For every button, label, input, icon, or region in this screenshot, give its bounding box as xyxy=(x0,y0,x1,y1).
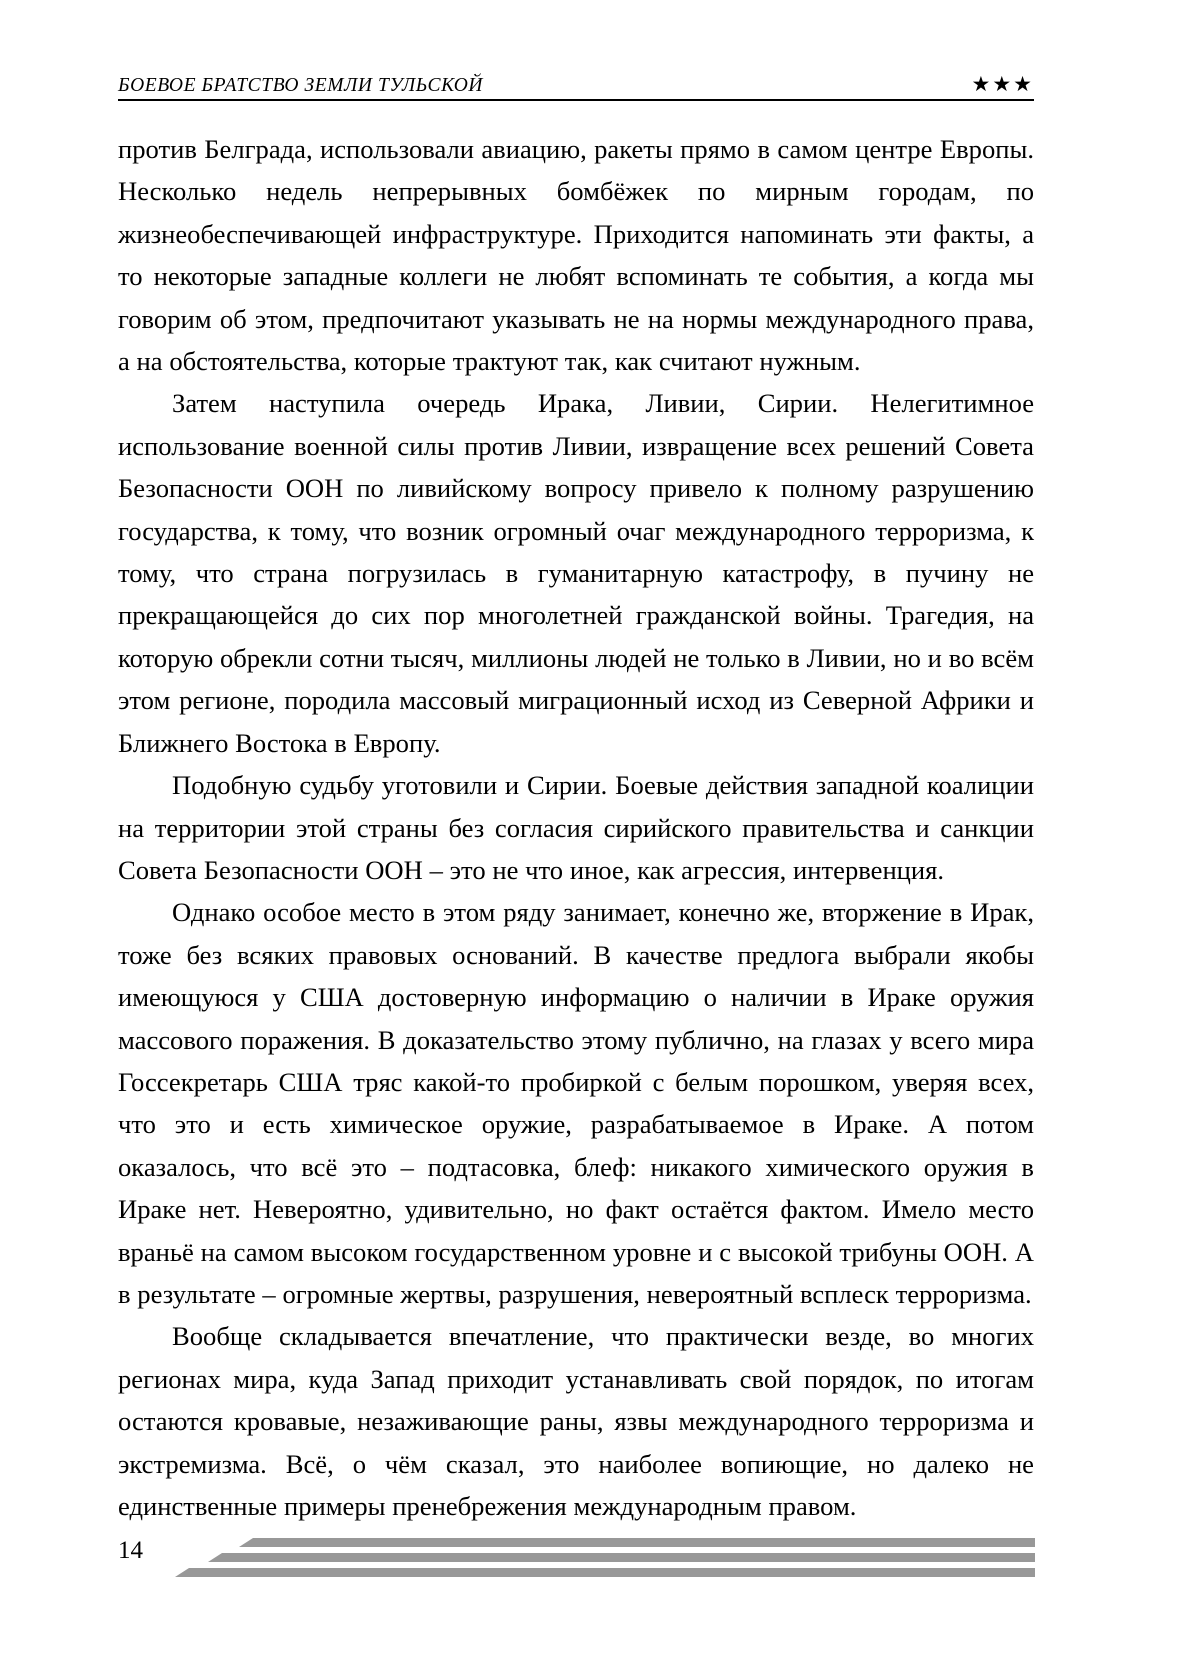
paragraph: Вообще складывается впечатление, что практически везде, во многих регионах мира, куда Запад приходит устанавливать свой порядок, по итогам остаются кровавые, незаживающие раны, язвы международного терроризма и экстремизма. Всё, о чём сказал, это наиболее вопиющие, но далеко не единственные примеры пренебрежения международным правом. xyxy=(118,1321,1034,1521)
page-number: 14 xyxy=(118,1537,143,1564)
body-text-column xyxy=(118,128,1034,1527)
three-stars-icon: ★★★ xyxy=(971,72,1034,96)
header-rule-divider xyxy=(118,99,1034,101)
footer-decoration xyxy=(175,1536,1035,1584)
paragraph: против Белграда, использовали авиацию, ракеты прямо в самом центре Европы. Несколько недель непрерывных бомбёжек по мирным городам, по жизнеобеспечивающей инфраструктуре. Приходится напоминать эти факты, а то некоторые западные коллеги не любят вспоминать те события, а когда мы говорим об этом, предпочитают указывать не на нормы международного права, а на обстоятельства, которые трактуют так, как считают нужным. xyxy=(118,134,1034,377)
paragraph: Однако особое место в этом ряду занимает, конечно же, вторжение в Ирак, тоже без всяких правовых оснований. В качестве предлога выбрали якобы имеющуюся у США достоверную информацию о наличии в Ираке оружия массового поражения. В доказательство этому публично, на глазах у всего мира Госсекретарь США тряс какой-то пробиркой с белым порошком, уверяя всех, что это и есть химическое оружие, разрабатываемое в Ираке. А потом оказалось, что всё это – подтасовка, блеф: никакого химического оружия в Ираке нет. Невероятно, удивительно, но факт остаётся фактом. Имело место враньё на самом высоком государственном уровне и с высокой трибуны ООН. А в результате – огромные жертвы, разрушения, невероятный всплеск терроризма. xyxy=(118,897,1034,1309)
paragraph: Затем наступила очередь Ирака, Ливии, Сирии. Нелегитимное использование военной силы против Ливии, извращение всех решений Совета Безопасности ООН по ливийскому вопросу привело к полному разрушению государства, к тому, что возник огромный очаг международного терроризма, к тому, что страна погрузилась в гуманитарную катастрофу, в пучину не прекращающейся до сих пор многолетней гражданской войны. Трагедия, на которую обрекли сотни тысяч, миллионы людей не только в Ливии, но и во всём этом регионе, породила массовый миграционный исход из Северной Африки и Ближнего Востока в Европу. xyxy=(118,388,1034,758)
running-header xyxy=(118,55,1034,95)
footer-stripe xyxy=(189,1568,1035,1577)
running-header-title: БОЕВОЕ БРАТСТВО ЗЕМЛИ ТУЛЬСКОЙ xyxy=(118,74,484,96)
paragraph: Подобную судьбу уготовили и Сирии. Боевые действия западной коалиции на территории этой страны без согласия сирийского правительства и санкции Совета Безопасности ООН – это не что иное, как агрессия, интервенция. xyxy=(118,770,1034,885)
footer-stripe xyxy=(253,1538,1035,1547)
footer-stripe xyxy=(222,1553,1035,1562)
